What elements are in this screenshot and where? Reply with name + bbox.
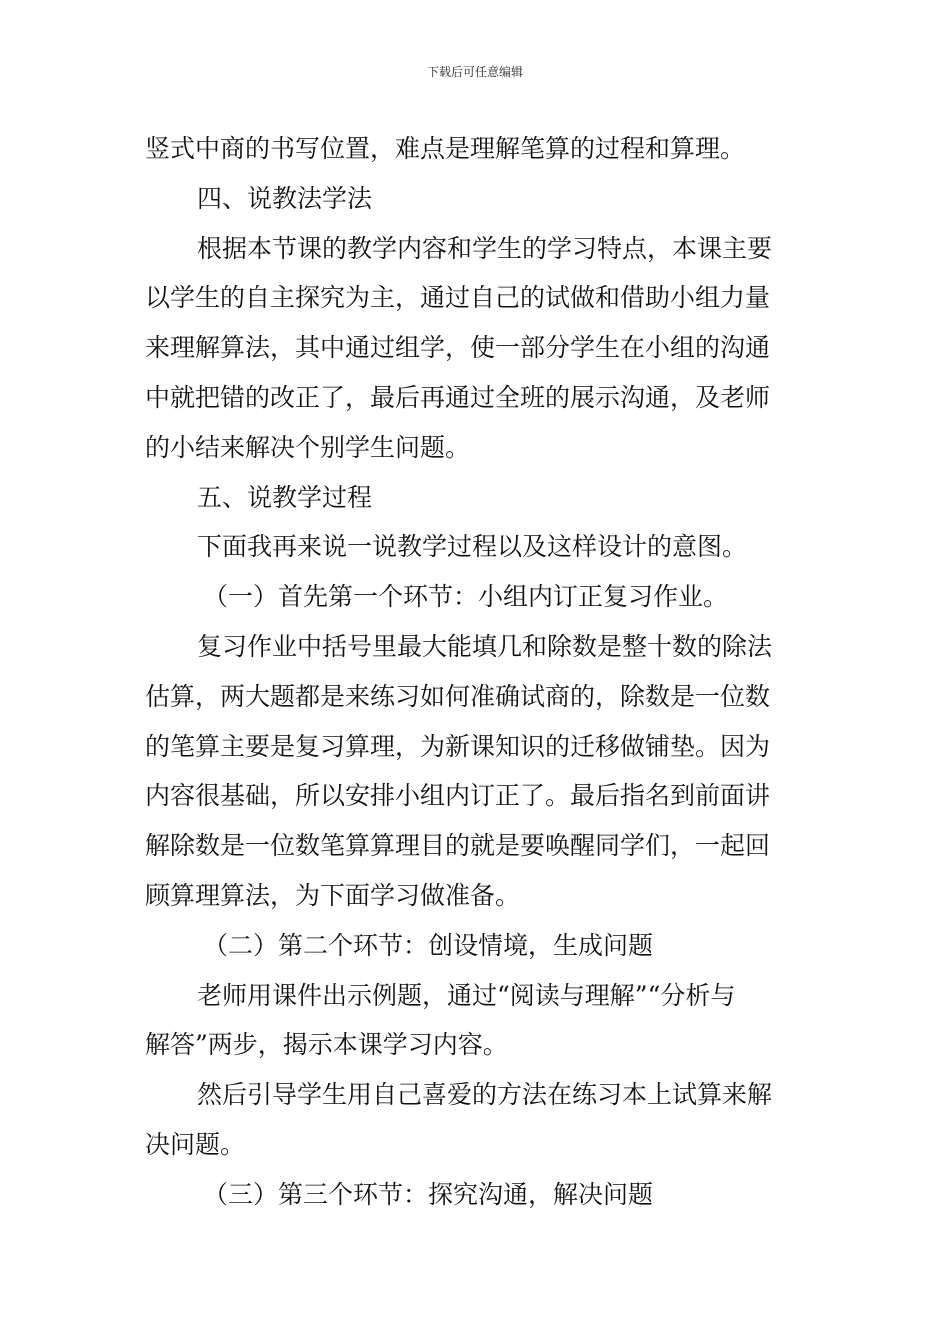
text-line: 复习作业中括号里最大能填几和除数是整十数的除法 bbox=[197, 631, 773, 661]
text-line: 的小结来解决个别学生问题。 bbox=[145, 432, 471, 462]
text-line: 解答”两步，揭示本课学习内容。 bbox=[145, 1030, 508, 1060]
text-line: 中就把错的改正了，最后再通过全班的展示沟通，及老师 bbox=[145, 382, 771, 412]
section-heading: 四、说教法学法 bbox=[197, 183, 373, 213]
text-line: 老师用课件出示例题，通过“阅读与理解”“分析与 bbox=[197, 980, 736, 1010]
text-line: 估算，两大题都是来练习如何准确试商的，除数是一位数 bbox=[145, 681, 771, 711]
text-line: 根据本节课的教学内容和学生的学习特点，本课主要 bbox=[197, 233, 773, 263]
text-line: 下面我再来说一说教学过程以及这样设计的意图。 bbox=[197, 532, 748, 562]
page-header: 下载后可任意编辑 bbox=[426, 65, 523, 79]
document-body bbox=[145, 124, 809, 1220]
text-line: 的笔算主要是复习算理，为新课知识的迁移做铺垫。因为 bbox=[145, 731, 771, 761]
text-line: 解除数是一位数笔算算理目的就是要唤醒同学们，一起回 bbox=[145, 831, 771, 861]
text-line: 顾算理算法，为下面学习做准备。 bbox=[145, 880, 521, 910]
text-line: 内容很基础，所以安排小组内订正了。最后指名到前面讲 bbox=[145, 781, 771, 811]
text-line: 来理解算法，其中通过组学，使一部分学生在小组的沟通 bbox=[145, 333, 771, 363]
text-line: 竖式中商的书写位置，难点是理解笔算的过程和算理。 bbox=[145, 134, 746, 163]
subsection-heading: （一）首先第一个环节：小组内订正复习作业。 bbox=[203, 582, 729, 612]
text-line: 然后引导学生用自己喜爱的方法在练习本上试算来解 bbox=[197, 1080, 773, 1110]
section-heading: 五、说教学过程 bbox=[197, 482, 373, 512]
text-line: 以学生的自主探究为主，通过自己的试做和借助小组力量 bbox=[145, 283, 771, 313]
subsection-heading: （三）第三个环节：探究沟通，解决问题 bbox=[203, 1179, 654, 1209]
subsection-heading: （二）第二个环节：创设情境，生成问题 bbox=[203, 930, 654, 960]
text-line: 决问题。 bbox=[145, 1129, 246, 1159]
